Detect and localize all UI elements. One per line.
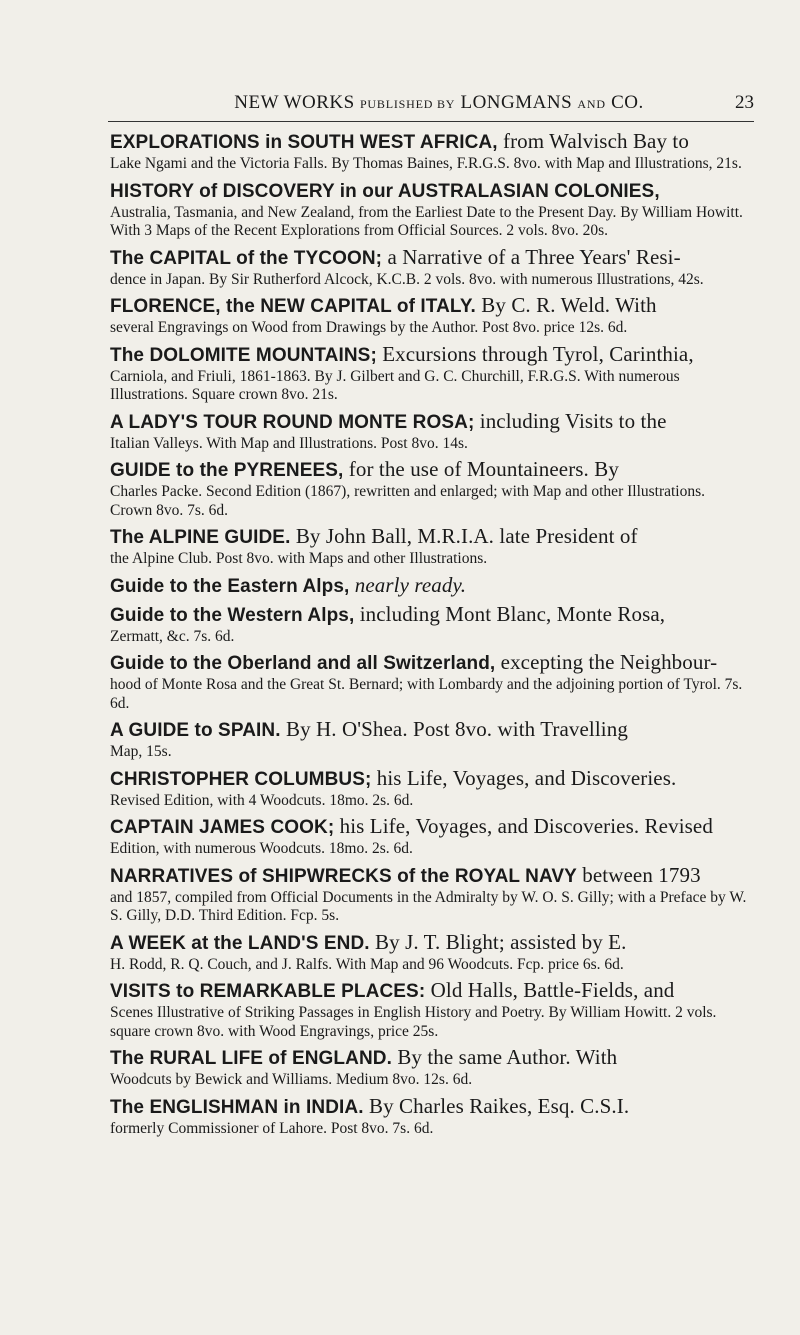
entry-title-rest: Excursions through Tyrol, Carinthia, xyxy=(376,341,694,366)
entry xyxy=(110,767,750,811)
header-part-2: PUBLISHED BY xyxy=(359,97,456,111)
entry-title-rest: By Charles Raikes, Esq. C.S.I. xyxy=(363,1093,630,1118)
entry-title: Guide to the Western Alps, xyxy=(110,604,355,626)
entry-heading xyxy=(110,931,750,955)
entry-title: FLORENCE, the NEW CAPITAL of ITALY. xyxy=(110,296,476,317)
entry-body: Woodcuts by Bewick and Williams. Medium 8vo. 12s. 6d. xyxy=(110,1071,473,1088)
entry-heading xyxy=(110,294,750,318)
entry-title-rest: By the same Author. With xyxy=(391,1045,618,1069)
entry-title: CAPTAIN JAMES COOK; xyxy=(110,817,335,838)
entry xyxy=(110,651,750,713)
entry-body: several Engravings on Wood from Drawings by the Author. Post 8vo. price 12s. 6d. xyxy=(110,319,628,336)
entry-heading xyxy=(110,603,750,627)
entry-body: Zermatt, &c. 7s. 6d. xyxy=(110,627,235,645)
entry-title-rest: By H. O'Shea. Post 8vo. with Travelling xyxy=(280,717,628,741)
entry xyxy=(110,458,750,520)
header-part-4: AND xyxy=(577,97,606,111)
entry xyxy=(110,130,750,174)
entry-title-rest: excepting the Neighbour- xyxy=(495,650,718,674)
entry-title: A LADY'S TOUR ROUND MONTE ROSA; xyxy=(110,411,475,433)
entry-title: NARRATIVES of SHIPWRECKS of the ROYAL NAVY xyxy=(110,865,577,887)
entry-title-rest: between 1793 xyxy=(576,862,701,887)
entry-title: The DOLOMITE MOUNTAINS; xyxy=(110,344,377,366)
entry-title-rest: his Life, Voyages, and Discoveries. xyxy=(371,765,677,790)
entry xyxy=(110,294,750,338)
entry-heading xyxy=(110,410,750,434)
entry-title-rest: By J. T. Blight; assisted by E. xyxy=(369,929,627,954)
entry-body: Scenes Illustrative of Striking Passages in English History and Poetry. By William Howitt. 2 vols. square crown 8vo. with Wood Engravings, price 25s. xyxy=(110,1004,717,1040)
entry xyxy=(110,603,750,647)
header-rule xyxy=(108,121,754,122)
entry-list xyxy=(110,130,750,1143)
entry-title: Guide to the Oberland and all Switzerland, xyxy=(110,653,496,674)
entry-heading xyxy=(110,815,750,839)
entry-title-rest: for the use of Mountaineers. By xyxy=(343,457,619,481)
entry-title: EXPLORATIONS in SOUTH WEST AFRICA, xyxy=(110,132,498,153)
page-number: 23 xyxy=(735,92,754,113)
entry-title-rest: from Walvisch Bay to xyxy=(497,129,689,153)
header-part-3: LONGMANS xyxy=(460,92,573,113)
entry xyxy=(110,574,750,598)
entry-title-rest: By C. R. Weld. With xyxy=(475,293,657,317)
entry-title-rest: By John Ball, M.R.I.A. late President of xyxy=(290,524,638,548)
entry xyxy=(110,246,750,290)
entry-body: Revised Edition, with 4 Woodcuts. 18mo. 2s. 6d. xyxy=(110,791,414,809)
entry-heading xyxy=(110,864,750,888)
entry xyxy=(110,179,750,241)
entry-heading xyxy=(110,1095,750,1119)
entry-title: The CAPITAL of the TYCOON; xyxy=(110,247,383,269)
entry-heading xyxy=(110,343,750,367)
entry xyxy=(110,979,750,1041)
entry-heading xyxy=(110,1046,750,1070)
entry xyxy=(110,1046,750,1090)
entry xyxy=(110,864,750,926)
entry xyxy=(110,718,750,762)
entry xyxy=(110,931,750,975)
entry-title: HISTORY of DISCOVERY in our AUSTRALASIAN COLONIES, xyxy=(110,180,660,202)
entry-title-rest: Old Halls, Battle-Fields, and xyxy=(425,978,675,1002)
entry-heading xyxy=(110,651,750,675)
entry-heading xyxy=(110,130,750,154)
entry-title-rest: a Narrative of a Three Years' Resi- xyxy=(382,244,681,269)
entry-heading xyxy=(110,179,750,203)
entry-body: and 1857, compiled from Official Documents in the Admiralty by W. O. S. Gilly; with a Preface by W. S. Gilly, D.D. Third Edition. Fcp. 5s. xyxy=(110,888,747,924)
entry-body: dence in Japan. By Sir Rutherford Alcock, K.C.B. 2 vols. 8vo. with numerous Illustrations, 42s. xyxy=(110,270,704,288)
entry-heading xyxy=(110,767,750,791)
entry-title-rest: his Life, Voyages, and Discoveries. Revised xyxy=(334,814,713,838)
entry-heading xyxy=(110,525,750,549)
entry-body: Edition, with numerous Woodcuts. 18mo. 2s. 6d. xyxy=(110,840,413,857)
entry-title-rest: including Visits to the xyxy=(474,408,667,433)
entry-title: The ENGLISHMAN in INDIA. xyxy=(110,1096,364,1118)
entry-title: GUIDE to the PYRENEES, xyxy=(110,460,344,481)
entry xyxy=(110,815,750,859)
entry-heading xyxy=(110,979,750,1003)
entry-body: Italian Valleys. With Map and Illustrations. Post 8vo. 14s. xyxy=(110,434,468,452)
entry xyxy=(110,410,750,454)
entry-title: Guide to the Eastern Alps, xyxy=(110,575,350,597)
entry xyxy=(110,525,750,569)
entry-heading xyxy=(110,246,750,270)
entry-body: the Alpine Club. Post 8vo. with Maps and other Illustrations. xyxy=(110,550,488,567)
running-title xyxy=(108,92,770,114)
entry-title-rest: nearly ready. xyxy=(349,572,467,597)
entry-body: Charles Packe. Second Edition (1867), rewritten and enlarged; with Map and other Illustrations. Crown 8vo. 7s. 6d. xyxy=(110,483,706,519)
entry-title: A WEEK at the LAND'S END. xyxy=(110,932,370,954)
entry-title: The RURAL LIFE of ENGLAND. xyxy=(110,1048,392,1069)
entry-title: A GUIDE to SPAIN. xyxy=(110,720,281,741)
entry-body: hood of Monte Rosa and the Great St. Bernard; with Lombardy and the adjoining portion of Tyrol. 7s. 6d. xyxy=(110,676,743,712)
entry-title: CHRISTOPHER COLUMBUS; xyxy=(110,768,372,790)
entry-title-rest: including Mont Blanc, Monte Rosa, xyxy=(354,601,666,626)
entry-body: Carniola, and Friuli, 1861-1863. By J. Gilbert and G. C. Churchill, F.R.G.S. With numerous Illustrations. Square crown 8vo. 21s. xyxy=(110,367,680,403)
entry-body: H. Rodd, R. Q. Couch, and J. Ralfs. With Map and 96 Woodcuts. Fcp. price 6s. 6d. xyxy=(110,955,624,973)
entry-title: The ALPINE GUIDE. xyxy=(110,527,291,548)
running-header xyxy=(108,84,770,118)
header-part-1: NEW WORKS xyxy=(234,92,355,113)
header-part-5: CO. xyxy=(611,92,644,113)
entry-title: VISITS to REMARKABLE PLACES: xyxy=(110,981,426,1002)
entry-body: Lake Ngami and the Victoria Falls. By Thomas Baines, F.R.G.S. 8vo. with Map and Illustrations, 21s. xyxy=(110,155,742,172)
entry-body: Map, 15s. xyxy=(110,743,172,760)
entry-heading xyxy=(110,458,750,482)
entry-heading xyxy=(110,574,750,598)
entry-body: formerly Commissioner of Lahore. Post 8vo. 7s. 6d. xyxy=(110,1119,434,1137)
entry xyxy=(110,343,750,405)
entry-body: Australia, Tasmania, and New Zealand, from the Earliest Date to the Present Day. By William Howitt. With 3 Maps of the Recent Explorations from Official Sources. 2 vols. 8vo. 20s. xyxy=(110,203,743,239)
entry-heading xyxy=(110,718,750,742)
entry xyxy=(110,1095,750,1139)
